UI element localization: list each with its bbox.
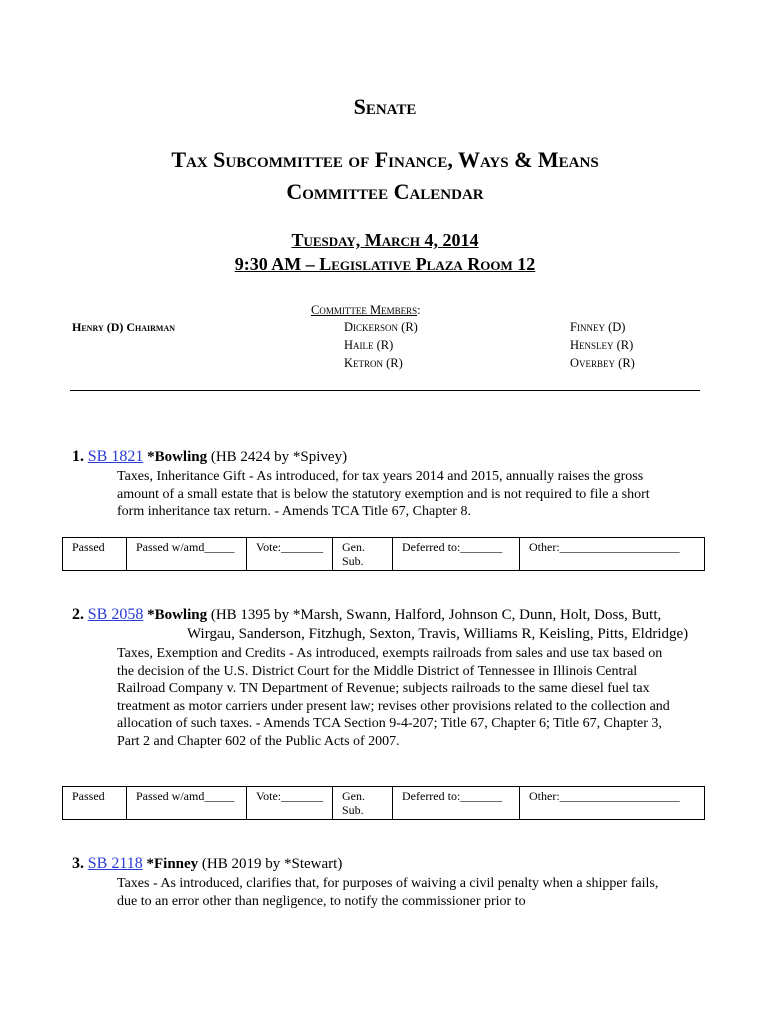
title-line-1: Tax Subcommittee of Finance, Ways & Means: [171, 147, 599, 172]
bill-2-description: Taxes, Exemption and Credits - As introduced, exempts railroads from sales and use tax based on the decision of the U.S. District Court for the Middle District of Tennessee in Illinois Central Railroad Company v. TN Department of Revenue; subjects railroads to the same diesel fuel tax treatment as motor carriers under present law; revises other provisions related to the collection and allocation of such taxes. - Amends TCA Section 9-4-207; Title 67, Chapter 6; Title 67, Chapter 3, Part 2 and Chapter 602 of the Public Acts of 2007.: [117, 646, 670, 749]
chairman: Henry (D) Chairman: [72, 320, 176, 334]
passed-amd-cell[interactable]: Passed w/amd_____: [127, 787, 247, 820]
member-right-3: Overbey (R): [570, 356, 635, 370]
bill-2-cosponsors: Wirgau, Sanderson, Fitzhugh, Sexton, Travis, Williams R, Keisling, Pitts, Eldridge): [187, 626, 689, 642]
bill-link[interactable]: SB 1821: [87, 448, 144, 465]
bill-1-action-table: [62, 537, 705, 571]
divider-line: [70, 390, 700, 391]
vote-cell[interactable]: Vote:_______: [247, 538, 333, 571]
passed-cell[interactable]: Passed: [63, 538, 127, 571]
bill-3-description: Taxes - As introduced, clarifies that, for purposes of waiving a civil penalty when a shipper fails, due to an error other than negligence, to notify the commissioner prior to: [117, 876, 659, 909]
other-cell[interactable]: Other:____________________: [520, 538, 705, 571]
house-bill: (HB 2019 by *Stewart): [198, 856, 343, 872]
gen-sub-cell[interactable]: Gen. Sub.: [333, 787, 393, 820]
bill-number: 1.: [72, 448, 84, 465]
other-cell[interactable]: Other:____________________: [520, 787, 705, 820]
chamber-heading: Senate: [353, 94, 417, 119]
vote-cell[interactable]: Vote:_______: [247, 787, 333, 820]
house-bill: (HB 2424 by *Spivey): [207, 449, 348, 465]
bill-link[interactable]: SB 2058: [87, 606, 144, 623]
bill-2-header: [72, 606, 661, 624]
table-row: [63, 538, 705, 571]
deferred-cell[interactable]: Deferred to:_______: [393, 538, 520, 571]
house-bill: (HB 1395 by *Marsh, Swann, Halford, Johnson C, Dunn, Holt, Doss, Butt,: [207, 607, 662, 623]
member-left-1: Dickerson (R): [344, 320, 418, 334]
passed-amd-cell[interactable]: Passed w/amd_____: [127, 538, 247, 571]
member-right-2: Hensley (R): [570, 338, 634, 352]
bill-number: 2.: [72, 606, 84, 623]
members-label: Committee Members:: [311, 303, 421, 317]
member-left-2: Haile (R): [344, 338, 394, 352]
bill-number: 3.: [72, 855, 84, 872]
passed-cell[interactable]: Passed: [63, 787, 127, 820]
meeting-info: [0, 228, 770, 276]
member-left-3: Ketron (R): [344, 356, 403, 370]
meeting-time-location: 9:30 AM – Legislative Plaza Room 12: [234, 254, 536, 274]
bill-sponsor: *Bowling: [147, 607, 208, 623]
bill-2-action-table: [62, 786, 705, 820]
bill-1-description: Taxes, Inheritance Gift - As introduced, for tax years 2014 and 2015, annually raises the gross amount of a small estate that is below the statutory exemption and is not required to file a short form inheritance tax return. - Amends TCA Title 67, Chapter 8.: [117, 469, 650, 519]
bill-3-header: [72, 855, 342, 873]
bill-sponsor: *Bowling: [147, 449, 208, 465]
bill-link[interactable]: SB 2118: [87, 855, 143, 872]
calendar-title: [0, 144, 770, 208]
bill-1-header: [72, 448, 347, 466]
gen-sub-cell[interactable]: Gen. Sub.: [333, 538, 393, 571]
deferred-cell[interactable]: Deferred to:_______: [393, 787, 520, 820]
meeting-date: Tuesday, March 4, 2014: [291, 230, 479, 250]
member-right-1: Finney (D): [570, 320, 626, 334]
title-line-2: Committee Calendar: [286, 179, 484, 204]
table-row: [63, 787, 705, 820]
bill-sponsor: *Finney: [146, 856, 199, 872]
